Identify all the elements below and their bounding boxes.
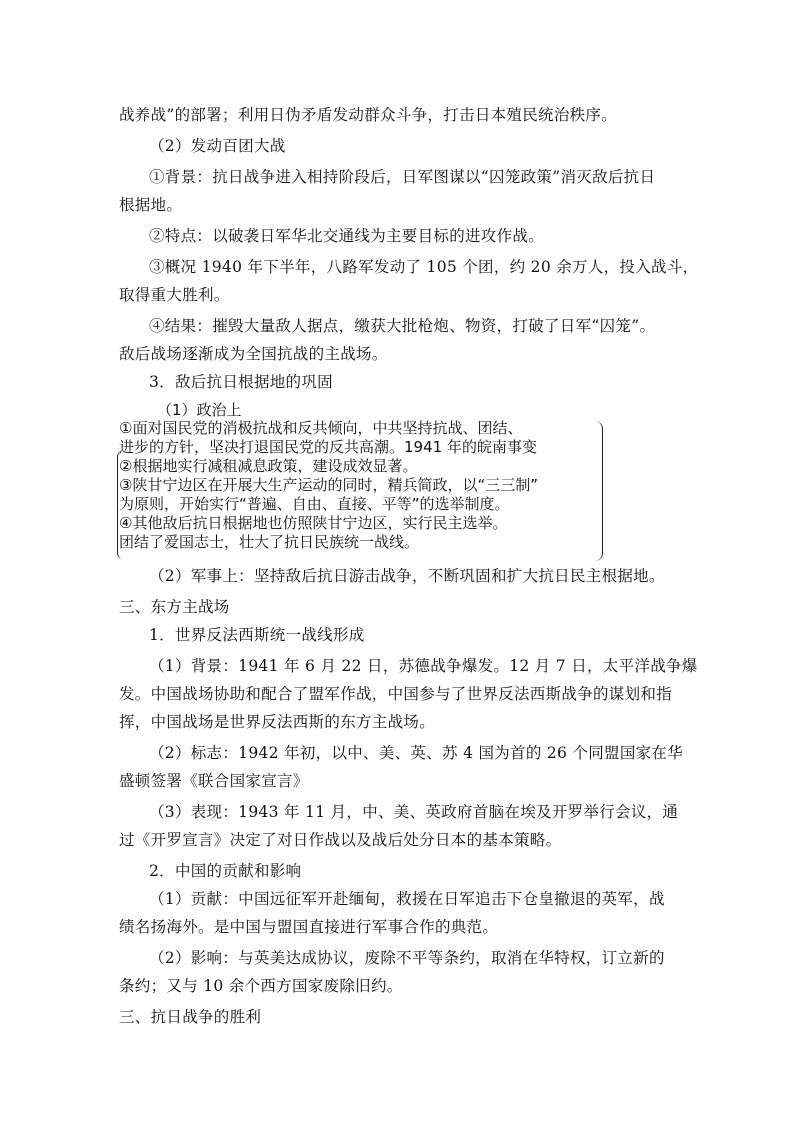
- subheading: 1．世界反法西斯统一战线形成: [149, 626, 365, 644]
- note-line: ③陕甘宁边区在开展大生产运动的同时，精兵简政，以“三三制”: [119, 476, 538, 494]
- section-heading: 三、抗日战争的胜利: [119, 1008, 262, 1026]
- paragraph-line: ③概况 1940 年下半年，八路军发动了 105 个团，约 20 余万人，投入战斗，: [149, 258, 699, 276]
- paragraph-line: 挥，中国战场是世界反法西斯的东方主战场。: [119, 713, 436, 731]
- paragraph-line: ④结果：摧毁大量敌人据点，缴获大批枪炮、物资，打破了日军“囚笼”。: [149, 317, 656, 335]
- subheading: （2）发动百团大战: [149, 137, 286, 155]
- note-line: ①面对国民党的消极抗战和反共倾向，中共坚持抗战、团结、: [119, 419, 523, 437]
- section-heading: 三、东方主战场: [119, 598, 230, 616]
- note-line: 团结了爱国志士，壮大了抗日民族统一战线。: [119, 533, 420, 551]
- paragraph-line: 根据地。: [119, 196, 183, 214]
- paragraph-line: 盛顿签署《联合国家宣言》: [119, 772, 309, 790]
- note-line: 为原则，开始实行“普遍、自由、直接、平等”的选举制度。: [119, 495, 510, 513]
- note-line: ④其他敌后抗日根据地也仿照陕甘宁边区，实行民主选举。: [119, 514, 508, 532]
- paragraph-line: 战养战”的部署；利用日伪矛盾发动群众斗争，打击日本殖民统治秩序。: [119, 106, 618, 124]
- note-line: 进步的方针，坚决打退国民党的反共高潮。1941 年的皖南事变: [119, 438, 537, 456]
- paragraph-line: （1）背景：1941 年 6 月 22 日，苏德战争爆发。12 月 7 日，太平洋战争爆: [149, 657, 698, 675]
- paragraph-line: （2）标志：1942 年初，以中、美、英、苏 4 国为首的 26 个同盟国家在华: [149, 744, 684, 762]
- paragraph-line: 过《开罗宣言》决定了对日作战以及战后处分日本的基本策略。: [119, 831, 562, 849]
- subheading: 2．中国的贡献和影响: [149, 862, 302, 880]
- note-line: （1）政治上: [157, 401, 242, 419]
- paragraph-line: ②特点：以破袭日军华北交通线为主要目标的进攻作战。: [149, 227, 545, 245]
- paragraph-line: ①背景：抗日战争进入相持阶段后，日军图谋以“囚笼政策”消灭敌后抗日: [149, 168, 656, 186]
- paragraph-line: （2）影响：与英美达成协议，废除不平等条约，取消在华特权，订立新的: [149, 949, 665, 967]
- paragraph-line: 绩名扬海外。是中国与盟国直接进行军事合作的典范。: [119, 918, 499, 936]
- paragraph-line: 条约；又与 10 余个西方国家废除旧约。: [119, 977, 403, 995]
- note-line: ②根据地实行减租减息政策，建设成效显著。: [119, 457, 418, 475]
- paragraph-line: 发。中国战场协助和配合了盟军作战，中国参与了世界反法西斯战争的谋划和指: [119, 685, 673, 703]
- paragraph-line: （3）表现：1943 年 11 月，中、美、英政府首脑在埃及开罗举行会议，通: [149, 803, 679, 821]
- note-box: [119, 399, 603, 561]
- section-heading: 3．敌后抗日根据地的巩固: [149, 373, 333, 391]
- right-bracket: [594, 421, 603, 561]
- paragraph-line: 敌后战场逐渐成为全国抗战的主战场。: [119, 345, 388, 363]
- paragraph-line: 取得重大胜利。: [119, 286, 230, 304]
- paragraph-line: （2）军事上：坚持敌后抗日游击战争，不断巩固和扩大抗日民主根据地。: [149, 567, 665, 585]
- paragraph-line: （1）贡献：中国远征军开赴缅甸，救援在日军追击下仓皇撤退的英军，战: [149, 890, 665, 908]
